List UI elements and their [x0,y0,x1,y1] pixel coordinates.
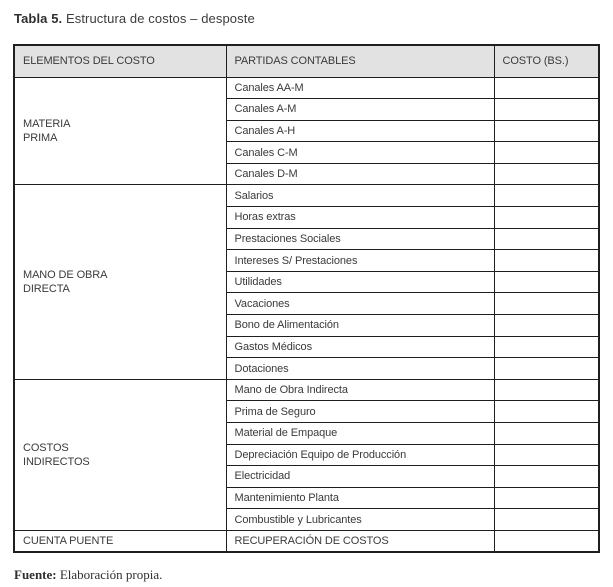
costo-value-cell [494,77,599,99]
source-note-text: Elaboración propia. [56,567,163,583]
costo-value-cell [494,163,599,185]
costo-value-cell [494,120,599,142]
costo-value-cell [494,293,599,315]
costo-value-cell [494,142,599,164]
partida-cell: Electricidad [226,466,494,488]
partida-cell: Depreciación Equipo de Producción [226,444,494,466]
partida-cell: Bono de Alimentación [226,315,494,337]
table-row [14,379,599,401]
table-body [14,77,599,552]
cost-element-cell: COSTOS INDIRECTOS [14,379,226,530]
costo-value-cell [494,530,599,552]
costo-value-cell [494,185,599,207]
table-caption-label: Tabla 5. [14,11,63,26]
header-partidas-contables: PARTIDAS CONTABLES [226,45,494,77]
cost-element-cell: MATERIA PRIMA [14,77,226,185]
table-row [14,185,599,207]
partida-cell: Mano de Obra Indirecta [226,379,494,401]
partida-cell: Intereses S/ Prestaciones [226,250,494,272]
costo-value-cell [494,401,599,423]
partida-cell: Salarios [226,185,494,207]
partida-cell: Canales C-M [226,142,494,164]
partida-cell: Material de Empaque [226,423,494,445]
costo-value-cell [494,358,599,380]
partida-cell: Combustible y Lubricantes [226,509,494,531]
costo-value-cell [494,379,599,401]
costo-value-cell [494,423,599,445]
costo-value-cell [494,99,599,121]
table-caption [14,11,600,27]
table-row [14,530,599,552]
partida-cell: Canales A-H [226,120,494,142]
costo-value-cell [494,207,599,229]
costo-value-cell [494,228,599,250]
partida-cell: Canales A-M [226,99,494,121]
partida-cell: Prestaciones Sociales [226,228,494,250]
costo-value-cell [494,250,599,272]
costo-value-cell [494,487,599,509]
cost-element-cell: CUENTA PUENTE [14,530,226,552]
partida-cell: Prima de Seguro [226,401,494,423]
partida-cell: Canales D-M [226,163,494,185]
table-row [14,77,599,99]
partida-cell: Canales AA-M [226,77,494,99]
costo-value-cell [494,336,599,358]
source-note-label: Fuente: [14,567,57,583]
costo-value-cell [494,466,599,488]
costo-value-cell [494,444,599,466]
header-elementos-del-costo: ELEMENTOS DEL COSTO [14,45,226,77]
costo-value-cell [494,315,599,337]
partida-cell: Horas extras [226,207,494,229]
partida-cell: Vacaciones [226,293,494,315]
header-row [14,45,599,77]
costo-value-cell [494,509,599,531]
source-note [14,567,600,583]
cost-structure-table [13,44,600,553]
partida-cell: Dotaciones [226,358,494,380]
partida-cell: Utilidades [226,271,494,293]
partida-cell: Gastos Médicos [226,336,494,358]
partida-cell: RECUPERACIÓN DE COSTOS [226,530,494,552]
costo-value-cell [494,271,599,293]
header-costo-bs: COSTO (BS.) [494,45,599,77]
partida-cell: Mantenimiento Planta [226,487,494,509]
cost-element-cell: MANO DE OBRA DIRECTA [14,185,226,379]
table-caption-text: Estructura de costos – desposte [62,11,255,26]
